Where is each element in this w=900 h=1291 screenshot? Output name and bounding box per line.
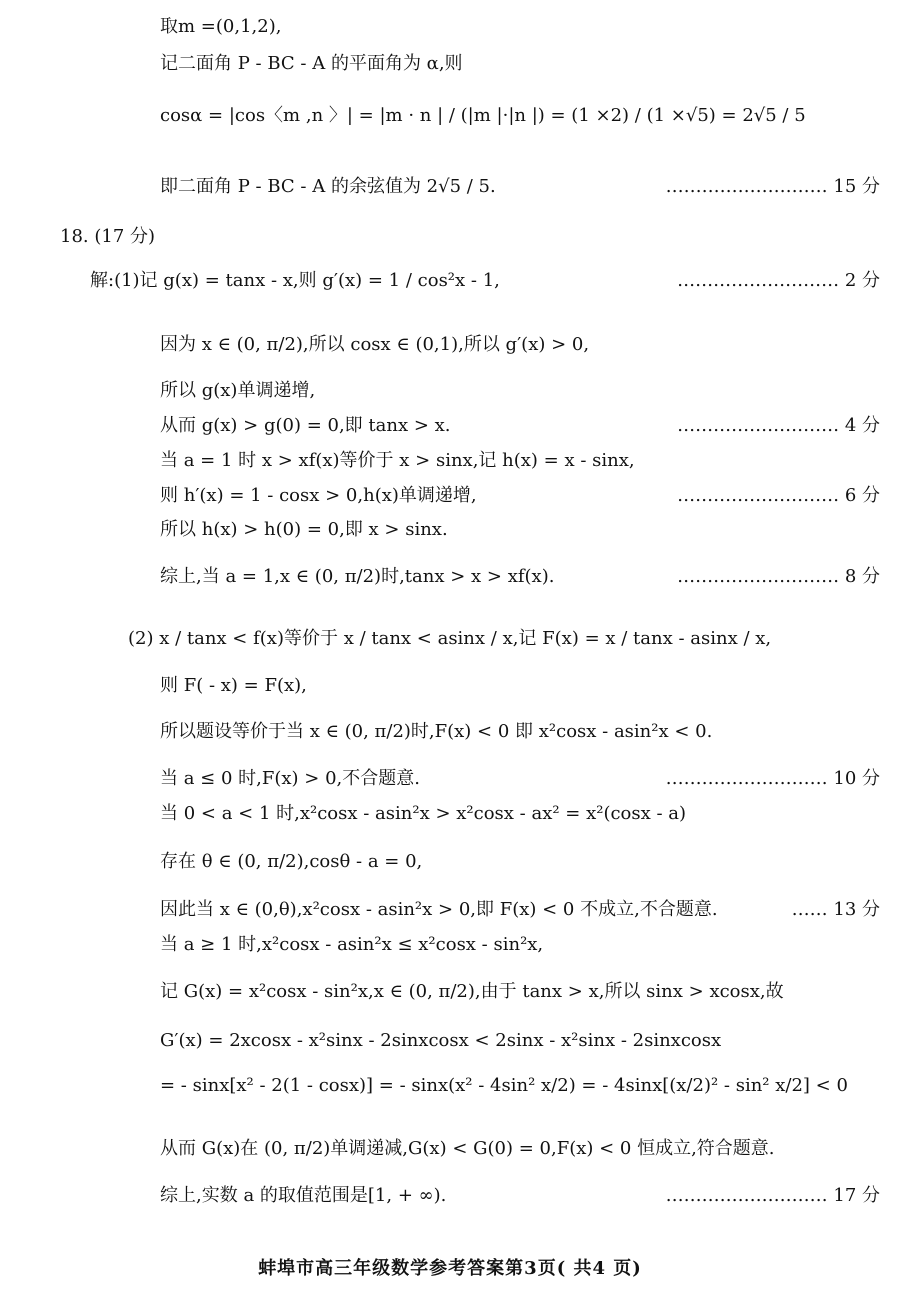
line-x-gt-sinx: 所以 h(x) > h(0) = 0,即 x > sinx.: [160, 519, 448, 540]
line-because-x-in: 因为 x ∈ (0, π/2),所以 cosx ∈ (0,1),所以 g′(x) > 0,: [160, 334, 590, 355]
line-G-prime-continued: = - sinx[x² - 2(1 - cosx)] = - sinx(x² - 4sin² x/2) = - 4sinx[(x/2)² - sin² x/2] < 0: [160, 1075, 848, 1096]
score-13: …… 13 分: [791, 899, 880, 920]
line-summary-part1: 综上,当 a = 1,x ∈ (0, π/2)时,tanx > x > xf(x).: [160, 566, 555, 587]
line-part2-define-F: (2) x / tanx < f(x)等价于 x / tanx < asinx / x,记 F(x) = x / tanx - asinx / x,: [128, 628, 772, 649]
line-take-m: 取m =(0,1,2),: [160, 16, 282, 37]
line-dihedral-angle: 记二面角 P - BC - A 的平面角为 α,则: [160, 53, 463, 74]
score-10: ……………………… 10 分: [665, 768, 880, 789]
line-F-even: 则 F( - x) = F(x),: [160, 675, 307, 696]
line-0-lt-a-lt-1: 当 0 < a < 1 时,x²cosx - asin²x > x²cosx - ax² = x²(cosx - a): [160, 803, 687, 824]
line-not-hold: 因此当 x ∈ (0,θ),x²cosx - asin²x > 0,即 F(x) < 0 不成立,不合题意.: [160, 899, 718, 920]
line-a-equals-1: 当 a = 1 时 x > xf(x)等价于 x > sinx,记 h(x) = x - sinx,: [160, 450, 635, 471]
score-17: ……………………… 17 分: [665, 1185, 880, 1206]
score-6: ……………………… 6 分: [677, 485, 880, 506]
line-a-ge-1: 当 a ≥ 1 时,x²cosx - asin²x ≤ x²cosx - sin²x,: [160, 934, 544, 955]
line-define-G: 记 G(x) = x²cosx - sin²x,x ∈ (0, π/2),由于 tanx > x,所以 sinx > xcosx,故: [160, 981, 784, 1002]
line-g-increasing: 所以 g(x)单调递增,: [160, 380, 316, 401]
line-equivalent-condition: 所以题设等价于当 x ∈ (0, π/2)时,F(x) < 0 即 x²cosx - asin²x < 0.: [160, 721, 713, 742]
line-tanx-gt-x: 从而 g(x) > g(0) = 0,即 tanx > x.: [160, 415, 451, 436]
score-4: ……………………… 4 分: [677, 415, 880, 436]
line-cos-value: 即二面角 P - BC - A 的余弦值为 2√5 / 5.: [160, 176, 496, 197]
line-exists-theta: 存在 θ ∈ (0, π/2),cosθ - a = 0,: [160, 851, 423, 872]
line-part1-define-g: 解:(1)记 g(x) = tanx - x,则 g′(x) = 1 / cos²x - 1,: [90, 270, 500, 291]
line-G-decreasing: 从而 G(x)在 (0, π/2)单调递减,G(x) < G(0) = 0,F(x) < 0 恒成立,符合题意.: [160, 1138, 775, 1159]
page-footer: 蚌埠市高三年级数学参考答案第3页( 共4 页): [258, 1258, 642, 1279]
line-cos-alpha: cosα = |cos〈m ,n 〉| = |m · n | / (|m |·|n |) = (1 ×2) / (1 ×√5) = 2√5 / 5: [160, 105, 806, 126]
problem-18-title: 18. (17 分): [60, 226, 156, 247]
score-8: ……………………… 8 分: [677, 566, 880, 587]
line-h-prime: 则 h′(x) = 1 - cosx > 0,h(x)单调递增,: [160, 485, 477, 506]
line-a-le-0: 当 a ≤ 0 时,F(x) > 0,不合题意.: [160, 768, 420, 789]
line-final-range: 综上,实数 a 的取值范围是[1, + ∞).: [160, 1185, 447, 1206]
score-15: ……………………… 15 分: [665, 176, 880, 197]
score-2: ……………………… 2 分: [677, 270, 880, 291]
line-G-prime: G′(x) = 2xcosx - x²sinx - 2sinxcosx < 2sinx - x²sinx - 2sinxcosx: [160, 1030, 722, 1051]
